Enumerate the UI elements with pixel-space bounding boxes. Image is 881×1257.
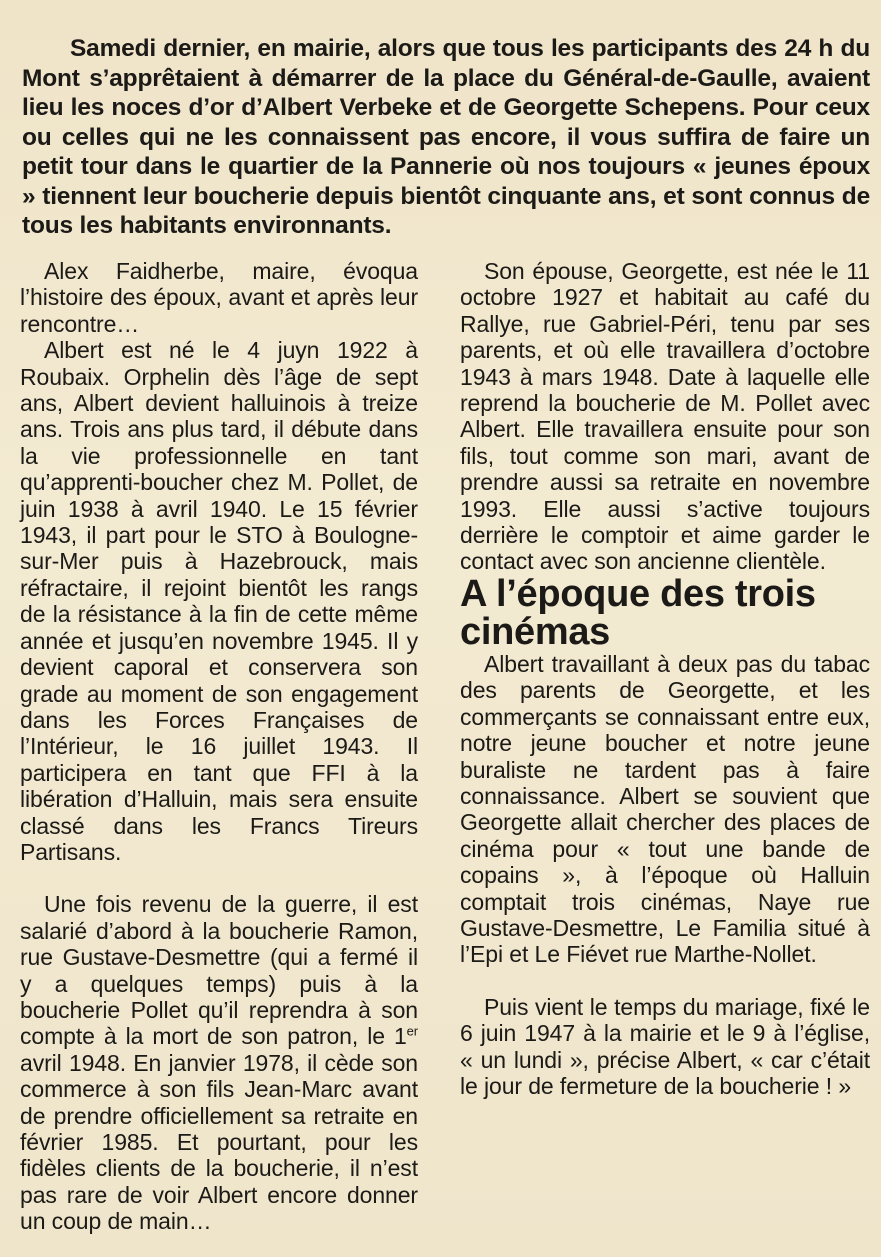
section-subheading: A l’époque des trois cinémas	[460, 572, 816, 653]
body-text: Une fois revenu de la guerre, il est salarié d’abord à la boucherie Ramon, rue Gustave-Desmettre (qui a fermé il y a quelques temps) puis à la boucherie Pollet qu’il reprendra à son compte à la mort de son patron, le 1	[20, 891, 418, 1050]
body-paragraph: Albert est né le 4 juyn 1922 à Roubaix. Orphelin dès l’âge de sept ans, Albert devient halluinois à treize ans. Trois ans plus tard, il débute dans la vie professionnelle en tant qu’apprenti-boucher chez M. Pollet, de juin 1938 à avril 1940. Le 15 février 1943, il part pour le STO à Boulogne-sur-Mer puis à Hazebrouck, mais réfractaire, il rejoint bientôt les rangs de la résistance à la fin de cette même année et jusqu’en novembre 1945. Il y devient caporal et conservera son grade au moment de son engagement dans les Forces Françaises de l’Intérieur, le 16 juillet 1943. Il participera en tant que FFI à la libération d’Halluin, mais sera ensuite classé dans les Francs Tireurs Partisans.	[20, 337, 418, 865]
left-column	[20, 258, 418, 1235]
right-column	[460, 258, 870, 1099]
body-paragraph: Albert travaillant à deux pas du tabac des parents de Georgette, et les commerçants se connaissant entre eux, notre jeune boucher et notre jeune buraliste ne tardent pas à faire connaissance. Albert se souvient que Georgette allait chercher des places de cinéma pour « tout une bande de copains », à l’époque où Halluin comptait trois cinémas, Naye rue Gustave-Desmettre, Le Familia situé à l’Epi et Le Fiévet rue Marthe-Nollet.	[460, 650, 870, 968]
body-text: avril 1948. En janvier 1978, il cède son commerce à son fils Jean-Marc avant de prendre officiellement sa retraite en février 1985. Et pourtant, pour les fidèles clients de la boucherie, il n’est pas rare de voir Albert encore donner un coup de main…	[20, 1049, 418, 1235]
superscript: er	[406, 1023, 418, 1039]
body-paragraph	[20, 891, 418, 1234]
body-paragraph: Puis vient le temps du mariage, fixé le 6 juin 1947 à la mairie et le 9 à l’église, « un lundi », précise Albert, « car c’était le jour de fermeture de la boucherie ! »	[460, 993, 870, 1099]
lead-paragraph: Samedi dernier, en mairie, alors que tous les participants des 24 h du Mont s’apprêtaient à démarrer de la place du Général-de-Gaulle, avaient lieu les noces d’or d’Albert Verbeke et de Georgette Schepens. Pour ceux ou celles qui ne les connaissent pas encore, il vous suffira de faire un petit tour dans le quartier de la Pannerie où nos toujours « jeunes époux » tiennent leur boucherie depuis bientôt cinquante ans, et sont connus de tous les habitants environnants.	[22, 35, 870, 239]
body-paragraph: Son épouse, Georgette, est née le 11 octobre 1927 et habitait au café du Rallye, rue Gabriel-Péri, tenu par ses parents, et où elle travaillera d’octobre 1943 à mars 1948. Date à laquelle elle reprend la boucherie de M. Pollet avec Albert. Elle travaillera ensuite pour son fils, tout comme son mari, avant de prendre aussi sa retraite en novembre 1993. Elle aussi s’active toujours derrière le comptoir et aime garder le contact avec son ancienne clientèle.	[460, 258, 870, 575]
body-paragraph: Alex Faidherbe, maire, évoqua l’histoire des époux, avant et après leur rencontre…	[20, 258, 418, 337]
